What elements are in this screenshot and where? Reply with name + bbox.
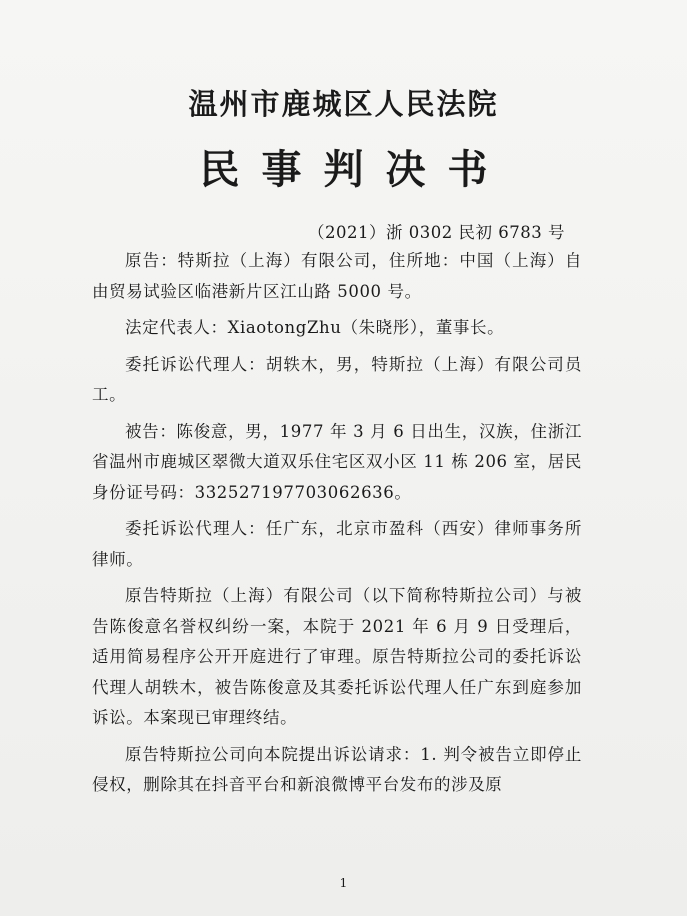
plaintiff-agent-paragraph: 委托诉讼代理人：胡轶木，男，特斯拉（上海）有限公司员工。 bbox=[92, 354, 582, 404]
defendant-paragraph: 被告：陈俊意，男，1977 年 3 月 6 日出生，汉族，住浙江省温州市鹿城区翠微大道双乐住宅区双小区 11 栋 206 室，居民身份证号码：332527197703062636。 bbox=[92, 421, 582, 502]
legal-representative-paragraph: 法定代表人：XiaotongZhu（朱晓彤），董事长。 bbox=[125, 318, 505, 337]
case-summary-paragraph: 原告特斯拉（上海）有限公司（以下简称特斯拉公司）与被告陈俊意名誉权纠纷一案，本院于 2021 年 6 月 9 日受理后，适用简易程序公开开庭进行了审理。原告特斯拉公司的委托诉讼代理人胡轶木，被告陈俊意及其委托诉讼代理人任广东到庭参加诉讼。本案现已审理终结。 bbox=[92, 586, 582, 727]
document-body bbox=[92, 246, 582, 805]
court-name: 温州市鹿城区人民法院 bbox=[188, 87, 499, 121]
case-number: （2021）浙 0302 民初 6783 号 bbox=[308, 223, 565, 242]
plaintiff-paragraph: 原告：特斯拉（上海）有限公司，住所地：中国（上海）自由贸易试验区临港新片区江山路 5000 号。 bbox=[92, 251, 582, 301]
page-number: 1 bbox=[339, 876, 348, 890]
defendant-agent-paragraph: 委托诉讼代理人：任广东，北京市盈科（西安）律师事务所律师。 bbox=[92, 519, 582, 569]
document-title: 民事判决书 bbox=[199, 147, 510, 193]
claims-paragraph: 原告特斯拉公司向本院提出诉讼请求：1. 判令被告立即停止侵权，删除其在抖音平台和新浪微博平台发布的涉及原 bbox=[92, 744, 582, 794]
